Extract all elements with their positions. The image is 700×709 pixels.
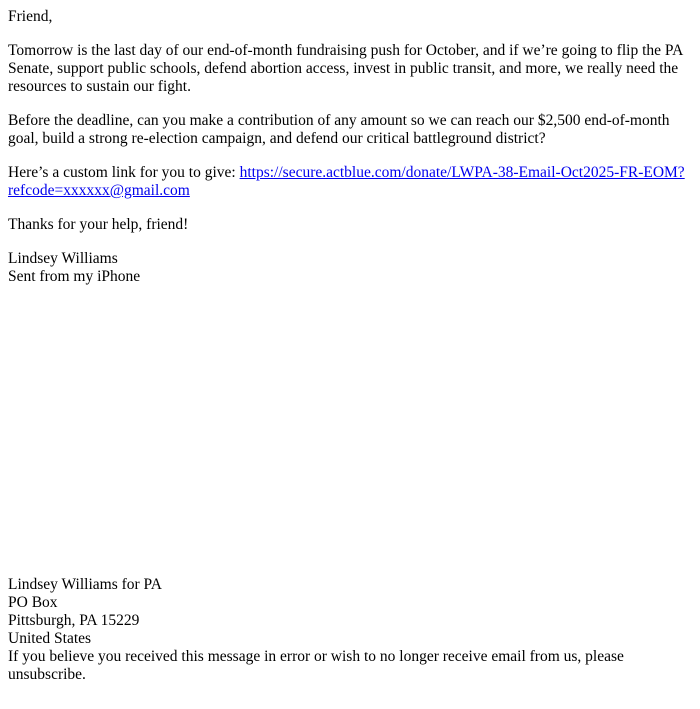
- paragraph-contribution-ask: Before the deadline, can you make a contribution of any amount so we can reach our $2,500 end-of-month goal, build a strong re-election campaign, and defend our critical battleground district?: [8, 112, 670, 147]
- footer-address-line-1: PO Box: [8, 594, 58, 611]
- footer-org-name: Lindsey Williams for PA: [8, 576, 162, 593]
- paragraph-fundraising-push: Tomorrow is the last day of our end-of-month fundraising push for October, and if we’re going to flip the PA Senate, support public schools, defend abortion access, invest in public transit, and more, we really need the resources to sustain our fight.: [8, 42, 683, 95]
- footer-address-line-2: Pittsburgh, PA 15229: [8, 612, 140, 629]
- signature-name: Lindsey Williams: [8, 250, 118, 267]
- donate-link[interactable]: https://secure.actblue.com/donate/LWPA-38-Email-Oct2025-FR-EOM?refcode=xxxxxx@gmail.com: [8, 164, 685, 199]
- email-body: [8, 8, 694, 302]
- email-footer: [8, 576, 694, 684]
- footer-unsubscribe-text: If you believe you received this message in error or wish to no longer receive email from us, please unsubscribe.: [8, 648, 624, 683]
- signature: [8, 250, 694, 286]
- paragraph-donate-link: [8, 164, 694, 200]
- signature-device: Sent from my iPhone: [8, 268, 141, 285]
- thanks-line: Thanks for your help, friend!: [8, 216, 189, 233]
- greeting: Friend,: [8, 8, 53, 25]
- link-intro: Here’s a custom link for you to give:: [8, 164, 240, 181]
- footer-country: United States: [8, 630, 92, 647]
